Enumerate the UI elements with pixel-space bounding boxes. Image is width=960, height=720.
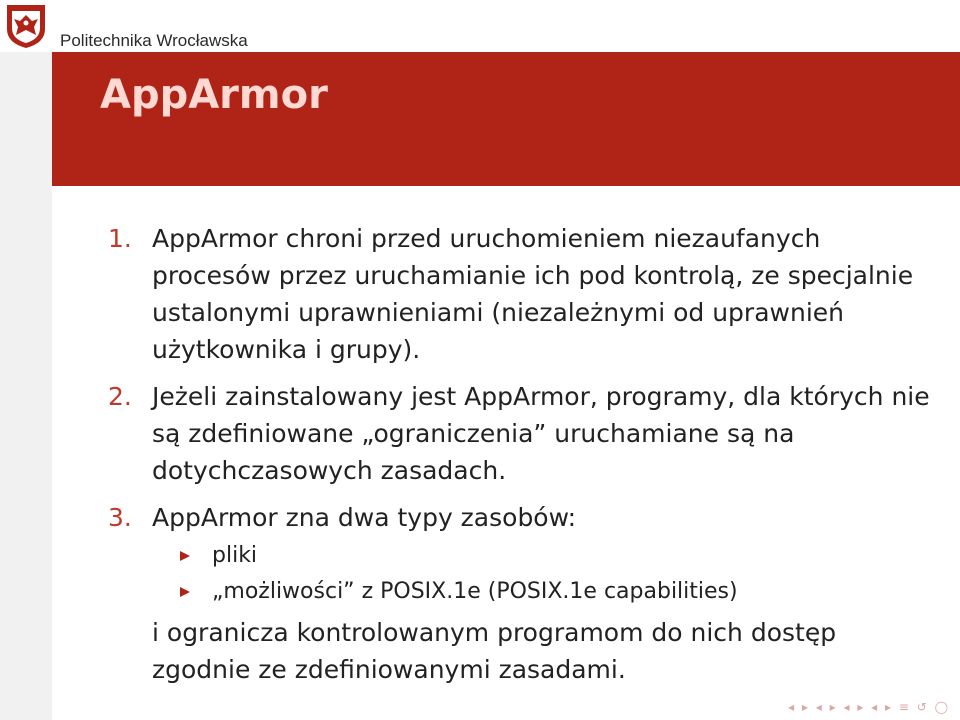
list-item bbox=[108, 378, 938, 489]
university-crest-icon bbox=[5, 3, 47, 49]
institution-name: Politechnika Wrocławska bbox=[60, 31, 248, 50]
list-item bbox=[108, 220, 938, 368]
item-number: 2. bbox=[108, 382, 132, 411]
list-item bbox=[108, 499, 938, 688]
slide-content bbox=[108, 220, 938, 698]
item-text: Jeżeli zainstalowany jest AppArmor, programy, dla których nie są zdefiniowane „ograniczenia” uruchamiane są na dotychczasowych zasadach. bbox=[152, 382, 930, 485]
slide-title: AppArmor bbox=[100, 72, 328, 118]
bullet-triangle-icon bbox=[180, 551, 190, 561]
sub-list bbox=[152, 538, 938, 610]
title-bar bbox=[52, 52, 960, 186]
sub-item-text: pliki bbox=[212, 543, 258, 568]
item-continuation: i ogranicza kontrolowanym programom do nich dostęp zgodnie ze zdefiniowanymi zasadami. bbox=[152, 618, 837, 684]
item-number: 1. bbox=[108, 224, 132, 253]
navigation-controls[interactable]: ◂ ▸ ◂ ▸ ◂ ▸ ◂ ▸ ≡ ↺ ◯ bbox=[788, 700, 950, 714]
left-side-bar bbox=[0, 52, 52, 720]
sub-item-text: „możliwości” z POSIX.1e (POSIX.1e capabilities) bbox=[212, 579, 738, 604]
header bbox=[0, 0, 960, 52]
bullet-triangle-icon bbox=[180, 587, 190, 597]
item-text: AppArmor zna dwa typy zasobów: bbox=[152, 503, 577, 532]
sub-list-item bbox=[180, 538, 938, 574]
item-text: AppArmor chroni przed uruchomieniem niezaufanych procesów przez uruchamianie ich pod kontrolą, ze specjalnie ustalonymi uprawnieniami (niezależnymi od uprawnień użytkownika i grupy). bbox=[152, 224, 914, 364]
sub-list-item bbox=[180, 574, 938, 610]
item-number: 3. bbox=[108, 503, 132, 532]
